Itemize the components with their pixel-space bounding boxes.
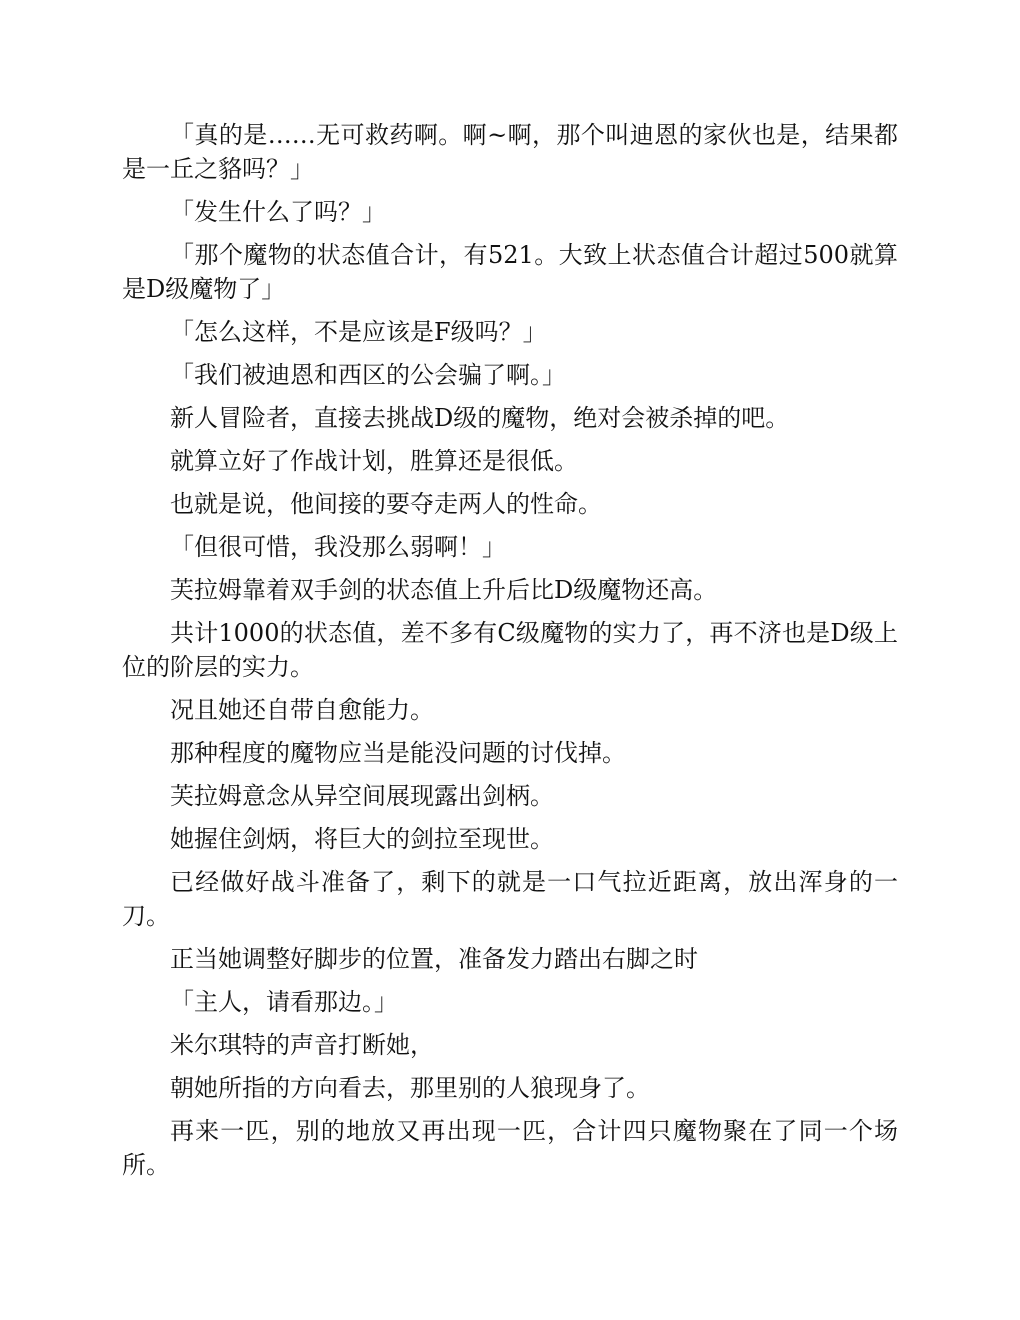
paragraph: 「主人，请看那边。」 <box>170 988 398 1016</box>
paragraph: 「真的是……无可救药啊。啊~啊，那个叫迪恩的家伙也是，结果都是一丘之貉吗？」 <box>122 121 898 183</box>
document-page <box>122 118 898 1191</box>
paragraph: 芙拉姆意念从异空间展现露出剑柄。 <box>170 782 554 810</box>
paragraph: 也就是说，他间接的要夺走两人的性命。 <box>170 490 602 518</box>
paragraph: 「但很可惜，我没那么弱啊！」 <box>170 533 506 561</box>
paragraph: 那种程度的魔物应当是能没问题的讨伐掉。 <box>170 739 626 767</box>
paragraph: 「怎么这样，不是应该是F级吗？」 <box>170 318 547 346</box>
paragraph: 正当她调整好脚步的位置，准备发力踏出右脚之时 <box>170 945 698 973</box>
paragraph: 就算立好了作战计划，胜算还是很低。 <box>170 447 578 475</box>
paragraph: 已经做好战斗准备了，剩下的就是一口气拉近距离，放出浑身的一刀。 <box>122 868 898 930</box>
paragraph: 朝她所指的方向看去，那里别的人狼现身了。 <box>170 1074 650 1102</box>
paragraph: 「发生什么了吗？」 <box>170 198 386 226</box>
paragraph: 新人冒险者，直接去挑战D级的魔物，绝对会被杀掉的吧。 <box>170 404 790 432</box>
paragraph: 米尔琪特的声音打断她， <box>170 1031 434 1059</box>
paragraph: 芙拉姆靠着双手剑的状态值上升后比D级魔物还高。 <box>170 576 718 604</box>
paragraph: 「那个魔物的状态值合计，有521。大致上状态值合计超过500就算是D级魔物了」 <box>122 241 898 303</box>
paragraph: 况且她还自带自愈能力。 <box>170 696 434 724</box>
paragraph: 共计1000的状态值，差不多有C级魔物的实力了，再不济也是D级上位的阶层的实力。 <box>122 619 898 681</box>
paragraph: 再来一匹，别的地放又再出现一匹，合计四只魔物聚在了同一个场所。 <box>122 1117 898 1179</box>
paragraph: 她握住剑炳，将巨大的剑拉至现世。 <box>170 825 554 853</box>
paragraph: 「我们被迪恩和西区的公会骗了啊。」 <box>170 361 566 389</box>
